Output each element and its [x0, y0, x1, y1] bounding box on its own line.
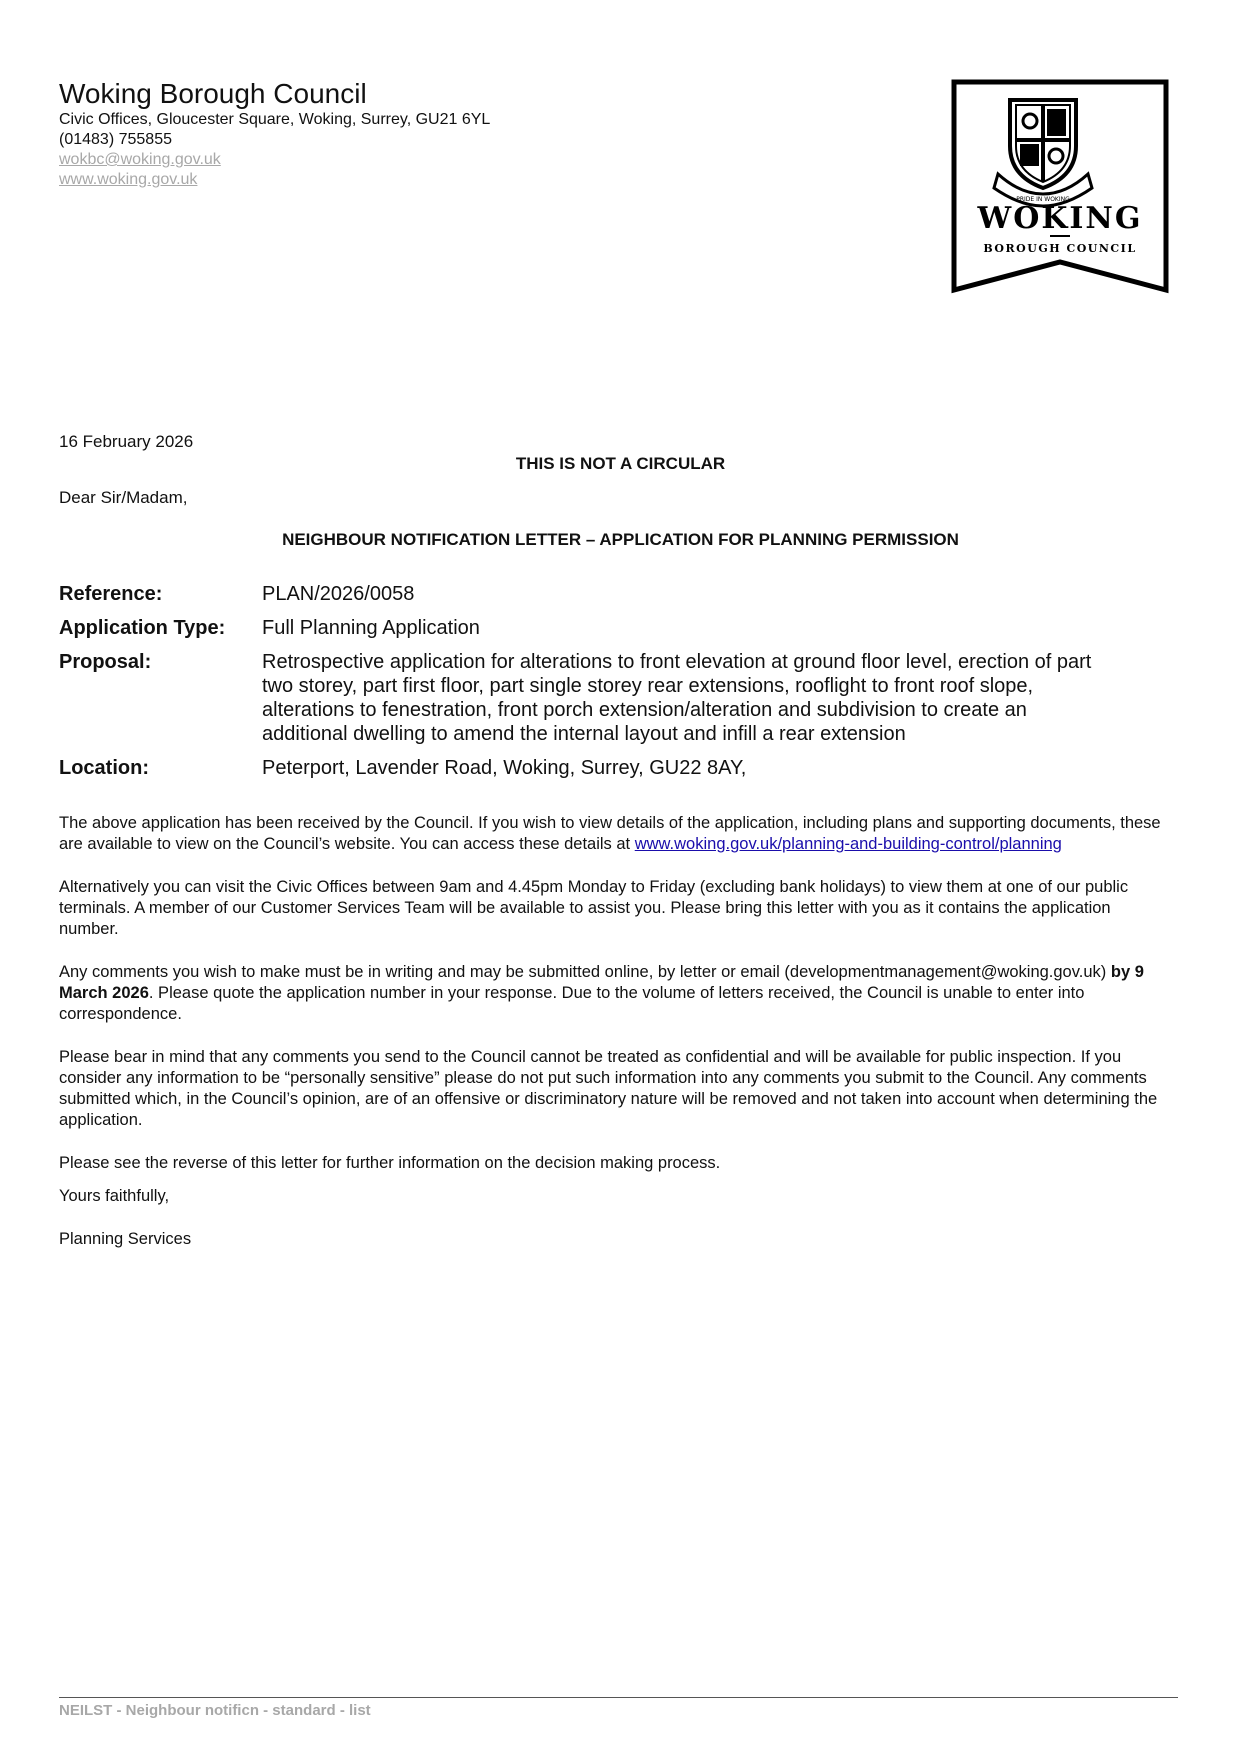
- comment-deadline: by 9 March 2026: [59, 963, 1144, 1002]
- not-circular-notice: THIS IS NOT A CIRCULAR: [515, 454, 726, 473]
- closing: Yours faithfully,: [59, 1187, 170, 1205]
- logo-subtitle: BOROUGH COUNCIL: [983, 242, 1137, 255]
- detail-row-application-type: [59, 616, 1119, 640]
- detail-value: Retrospective application for alterations to front elevation at ground floor level, erection of part two storey, part first floor, part single storey rear extensions, rooflight to front roof slope, alterations to fenestration, front porch extension/alteration and subdivision to create an additional dwelling to amend the internal layout and infill a rear extension: [262, 651, 1092, 745]
- motto-text: PRIDE IN WOKING: [1016, 196, 1070, 203]
- detail-label: Location:: [59, 757, 149, 779]
- detail-row-proposal: [59, 650, 1119, 746]
- paragraph-text: . Please quote the application number in your response. Due to the volume of letters received, the Council is unable to enter into correspondence.: [59, 984, 1085, 1023]
- paragraph-comments: [59, 962, 1169, 1025]
- paragraph-text: Any comments you wish to make must be in writing and may be submitted online, by letter or email (developmentmanagement@woking.gov.uk): [59, 963, 1111, 981]
- detail-label: Application Type:: [59, 617, 226, 639]
- paragraph-text: The above application has been received by the Council. If you wish to view details of the application, including plans and supporting documents, these are available to view on the Council’s website. You can access these details at: [59, 814, 1161, 853]
- paragraph-view-online: [59, 813, 1169, 855]
- woking-borough-council-crest-icon: [950, 78, 1170, 296]
- paragraph-visit-offices: Alternatively you can visit the Civic Offices between 9am and 4.45pm Monday to Friday (excluding bank holidays) to view them at one of our public terminals. A member of our Customer Services Team will be available to assist you. Please bring this letter with you as it contains the application number.: [59, 878, 1129, 938]
- footer-divider: [59, 1697, 1178, 1698]
- footer-code: NEILST - Neighbour notificn - standard - list: [59, 1702, 371, 1719]
- council-name: Woking Borough Council: [59, 78, 367, 109]
- letter-body: [59, 813, 1169, 1272]
- detail-label: Proposal:: [59, 651, 152, 673]
- salutation: Dear Sir/Madam,: [59, 488, 188, 507]
- council-email-link[interactable]: wokbc@woking.gov.uk: [59, 151, 221, 168]
- paragraph-reverse: Please see the reverse of this letter for further information on the decision making process.: [59, 1154, 721, 1172]
- council-address: Civic Offices, Gloucester Square, Woking, Surrey, GU21 6YL: [59, 111, 491, 128]
- letter-date: 16 February 2026: [59, 432, 194, 451]
- detail-value: Full Planning Application: [262, 617, 480, 639]
- signature: Planning Services: [59, 1230, 192, 1248]
- logo-name: WOKING: [977, 201, 1143, 236]
- application-details: [59, 582, 1119, 790]
- letterhead: [59, 78, 490, 190]
- detail-label: Reference:: [59, 583, 163, 605]
- detail-row-reference: [59, 582, 1119, 606]
- letter-subject: NEIGHBOUR NOTIFICATION LETTER – APPLICATION FOR PLANNING PERMISSION: [282, 530, 959, 549]
- detail-value: Peterport, Lavender Road, Woking, Surrey, GU22 8AY,: [262, 757, 747, 779]
- paragraph-confidentiality: Please bear in mind that any comments you send to the Council cannot be treated as confidential and will be available for public inspection. If you consider any information to be “personally sensitive” please do not put such information into any comments you submit to the Council. Any comments submitted which, in the Council’s opinion, are of an offensive or discriminatory nature will be removed and not taken into account when determining the application.: [59, 1048, 1158, 1129]
- detail-row-location: [59, 756, 1119, 780]
- council-phone: (01483) 755855: [59, 131, 172, 148]
- detail-value: PLAN/2026/0058: [262, 583, 415, 605]
- council-website-link[interactable]: www.woking.gov.uk: [59, 171, 198, 188]
- planning-website-link[interactable]: www.woking.gov.uk/planning-and-building-control/planning: [634, 835, 1062, 853]
